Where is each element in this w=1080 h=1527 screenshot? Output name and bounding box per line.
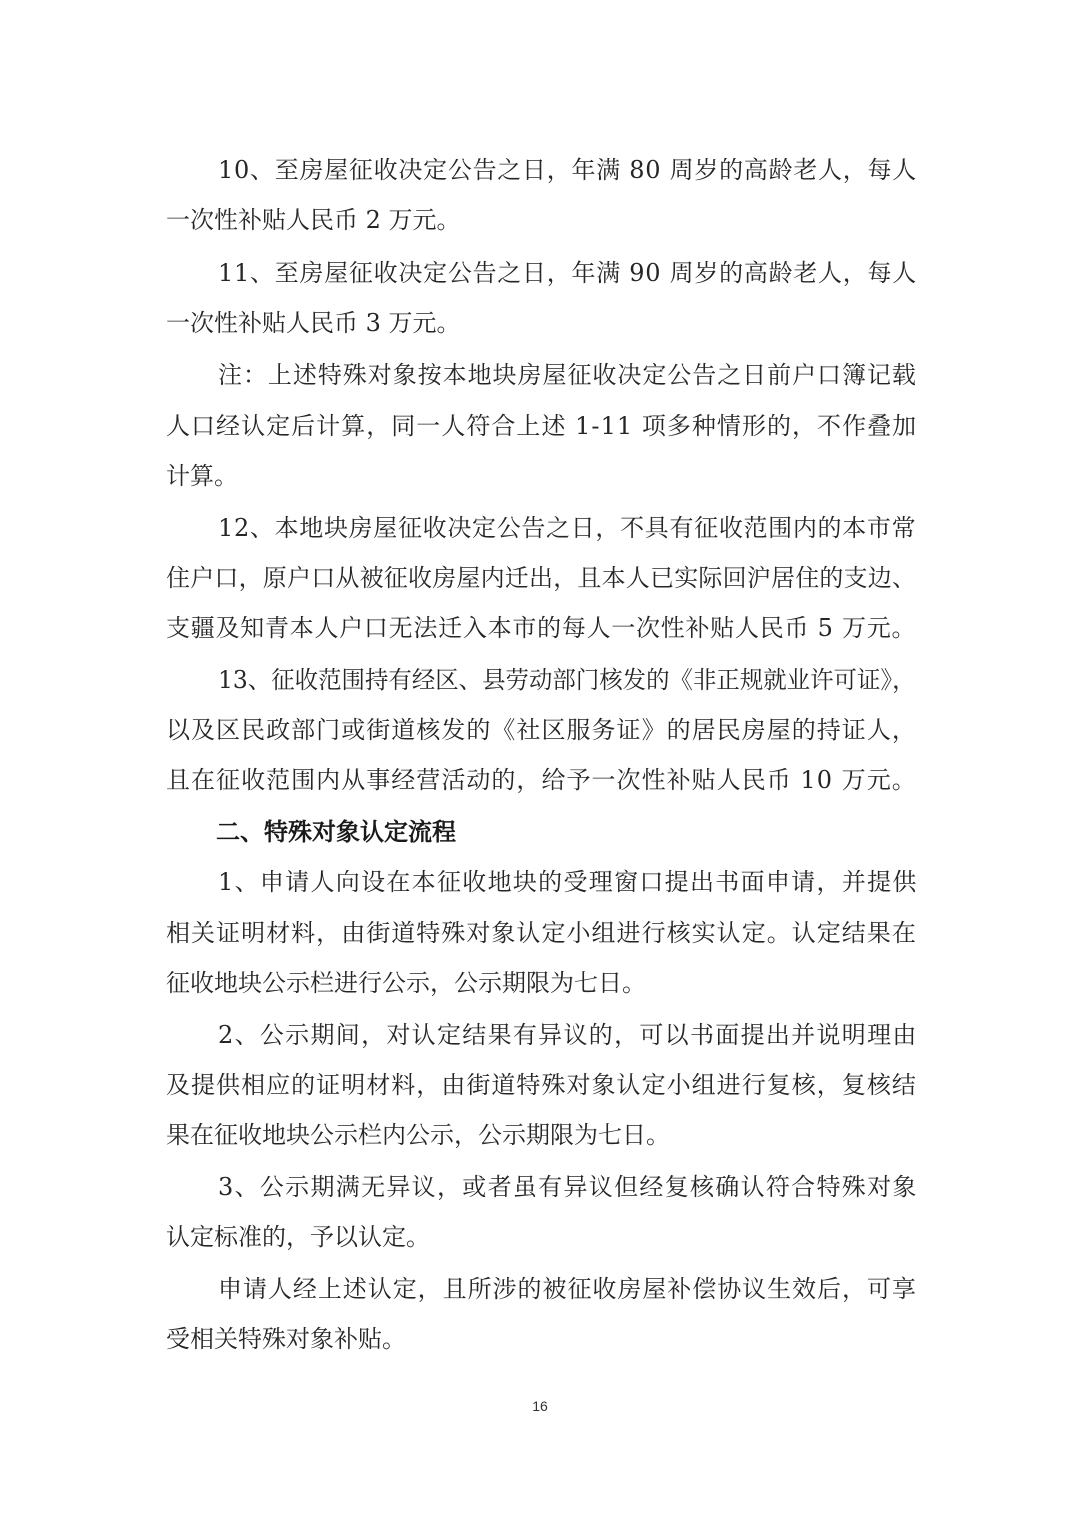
- text-line: 及提供相应的证明材料，由街道特殊对象认定小组进行复核，复核结: [166, 1071, 917, 1099]
- text-line: 果在征收地块公示栏内公示，公示期限为七日。: [166, 1121, 670, 1149]
- text-line: 注：上述特殊对象按本地块房屋征收决定公告之日前户口簿记载: [218, 361, 917, 389]
- text-line: 支疆及知青本人户口无法迁入本市的每人一次性补贴人民币 5 万元。: [166, 614, 917, 642]
- text-line: 人口经认定后计算，同一人符合上述 1-11 项多种情形的，不作叠加: [166, 412, 918, 440]
- text-line: 征收地块公示栏进行公示，公示期限为七日。: [166, 969, 646, 997]
- text-line: 10、至房屋征收决定公告之日，年满 80 周岁的高龄老人，每人: [218, 156, 917, 184]
- text-line: 12、本地块房屋征收决定公告之日，不具有征收范围内的本市常: [218, 514, 917, 542]
- text-line: 2、公示期间，对认定结果有异议的，可以书面提出并说明理由: [218, 1021, 918, 1049]
- section-heading: 二、特殊对象认定流程: [216, 818, 456, 846]
- page-number: 16: [532, 1398, 548, 1414]
- text-line: 13、征收范围持有经区、县劳动部门核发的《非正规就业许可证》，: [218, 666, 916, 694]
- text-line: 一次性补贴人民币 3 万元。: [166, 309, 461, 337]
- text-line: 1、申请人向设在本征收地块的受理窗口提出书面申请，并提供: [218, 868, 918, 896]
- text-line: 受相关特殊对象补贴。: [166, 1325, 406, 1353]
- text-line: 以及区民政部门或街道核发的《社区服务证》的居民房屋的持证人，: [166, 716, 917, 744]
- text-line: 且在征收范围内从事经营活动的，给予一次性补贴人民币 10 万元。: [166, 766, 917, 794]
- text-line: 相关证明材料，由街道特殊对象认定小组进行核实认定。认定结果在: [166, 919, 917, 947]
- text-line: 申请人经上述认定，且所涉的被征收房屋补偿协议生效后，可享: [218, 1275, 917, 1303]
- text-line: 11、至房屋征收决定公告之日，年满 90 周岁的高龄老人，每人: [218, 259, 917, 287]
- text-line: 3、公示期满无异议，或者虽有异议但经复核确认符合特殊对象: [218, 1173, 918, 1201]
- text-line: 一次性补贴人民币 2 万元。: [166, 206, 461, 234]
- text-line: 计算。: [166, 462, 238, 490]
- text-line: 住户口，原户口从被征收房屋内迁出，且本人已实际回沪居住的支边、: [166, 564, 917, 592]
- text-line: 认定标准的，予以认定。: [166, 1223, 430, 1251]
